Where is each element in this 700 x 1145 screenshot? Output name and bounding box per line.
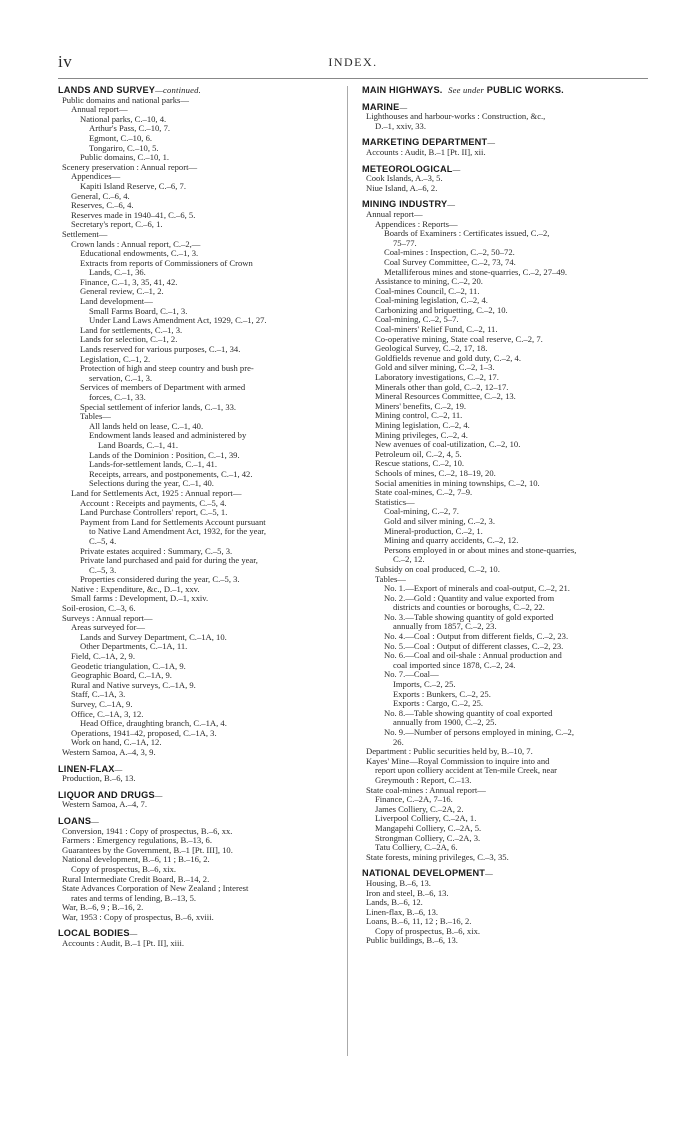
index-entry: Statistics— <box>375 496 415 507</box>
index-entry: No. 2.—Gold : Quantity and value exported from <box>384 592 555 603</box>
index-entry: No. 1.—Export of minerals and coal-output, C.–2, 21. <box>384 583 570 594</box>
index-entry: State Advances Corporation of New Zealand ; Interest <box>62 883 249 894</box>
index-entry: Copy of prospectus, B.–6, xix. <box>71 863 177 874</box>
index-entry: Coal-mining legislation, C.–2, 4. <box>375 295 488 306</box>
heading-text: MARKETING DEPARTMENT <box>362 137 488 148</box>
index-entry: No. 5.—Coal : Output of different classes, C.–2, 23. <box>384 640 564 651</box>
index-entry: Mining privileges, C.–2, 4. <box>375 429 468 440</box>
heading-text: LANDS AND SURVEY <box>58 85 156 95</box>
index-entry: No. 9.—Number of persons employed in mining, C.–2, <box>384 727 574 737</box>
index-entry: Protection of high and steep country and bush pre- <box>80 363 254 374</box>
index-entry: C.–5, 4. <box>89 535 117 546</box>
index-entry: Greymouth : Report, C.–13. <box>375 774 472 785</box>
index-entry: Private land purchased and paid for during the year, <box>80 555 258 566</box>
heading-suffix: — <box>447 199 456 210</box>
index-entry: Copy of prospectus, B.–6, xix. <box>375 925 481 936</box>
index-entry: report upon colliery accident at Ten-mile Creek, near <box>375 765 558 776</box>
index-entry: Subsidy on coal produced, C.–2, 10. <box>375 563 500 574</box>
index-entry: Mangapehi Colliery, C.–2A, 5. <box>375 822 482 833</box>
index-column-left <box>58 86 336 949</box>
index-entry: Lands for selection, C.–1, 2. <box>80 334 178 345</box>
index-entry: Extracts from reports of Commissioners of Crown <box>80 257 253 268</box>
index-entry: National development, B.–6, 11 ; B.–16, 2. <box>62 854 210 865</box>
index-entry: Lighthouses and harbour-works : Construction, &c., <box>366 111 546 122</box>
index-entry: Goldfields revenue and gold duty, C.–2, 4. <box>375 352 521 363</box>
index-entry: Gold and silver mining, C.–2, 3. <box>384 515 495 526</box>
index-entry: Niue Island, A.–6, 2. <box>366 182 438 193</box>
index-entry: Department : Public securities held by, B.–10, 7. <box>366 746 533 757</box>
index-entry: Minerals other than gold, C.–2, 12–17. <box>375 381 509 392</box>
index-entry: Kapiti Island Reserve, C.–6, 7. <box>80 180 186 191</box>
index-entry: Coal-mining, C.–2, 7. <box>384 506 459 517</box>
index-entry: State forests, mining privileges, C.–3, 35. <box>366 851 509 862</box>
index-entry: Guarantees by the Government, B.–1 [Pt. III], 10. <box>62 844 233 855</box>
index-entry: annually from 1857, C.–2, 23. <box>393 621 497 632</box>
index-entry: to Native Land Amendment Act, 1932, for the year, <box>89 526 266 537</box>
index-entry: Carbonizing and briquetting, C.–2, 10. <box>375 304 508 315</box>
index-entry: James Colliery, C.–2A, 2. <box>375 803 464 814</box>
index-entry: Properties considered during the year, C.–5, 3. <box>80 574 240 585</box>
index-entry: Housing, B.–6, 13. <box>366 877 431 888</box>
index-entry: No. 6.—Coal and oil-shale : Annual production and <box>384 650 562 661</box>
index-entry: forces, C.–1, 33. <box>89 392 146 402</box>
index-entry: Legislation, C.–1, 2. <box>80 353 151 364</box>
index-entry: Petroleum oil, C.–2, 4, 5. <box>375 448 462 459</box>
index-entry: National parks, C.–10, 4. <box>80 113 167 124</box>
heading-suffix: — <box>452 163 461 174</box>
index-entry: Private estates acquired : Summary, C.–5, 3. <box>80 545 233 556</box>
index-entry: Receipts, arrears, and postponements, C.–1, 42. <box>89 468 253 479</box>
heading-text: LIQUOR AND DRUGS <box>58 789 155 800</box>
index-entry: Arthur's Pass, C.–10, 7. <box>89 123 171 134</box>
index-entry: Geological Survey, C.–2, 17, 18. <box>375 343 488 354</box>
index-entry: Field, C.–1A, 2, 9. <box>71 651 135 662</box>
index-entry: Surveys : Annual report— <box>62 612 153 623</box>
heading-suffix: — <box>129 928 138 939</box>
index-entry: Cook Islands, A.–3, 5. <box>366 173 443 184</box>
index-entry: Reserves made in 1940–41, C.–6, 5. <box>71 209 196 220</box>
index-entry: 75–77. <box>393 237 417 248</box>
index-entry: Appendices— <box>71 171 121 182</box>
index-entry: Public domains and national parks— <box>62 94 189 105</box>
index-entry: Geodetic triangulation, C.–1A, 9. <box>71 660 186 671</box>
index-entry: Head Office, draughting branch, C.–1A, 4. <box>80 718 227 729</box>
heading-suffix: — <box>399 101 408 112</box>
index-entry: Endowment lands leased and administered by <box>89 430 247 441</box>
index-entry: Coal-mines : Inspection, C.–2, 50–72. <box>384 247 515 258</box>
index-entry: Coal-miners' Relief Fund, C.–2, 11. <box>375 324 498 335</box>
index-entry: Annual report— <box>71 104 128 115</box>
heading-text: MARINE <box>362 101 400 112</box>
index-entry: Western Samoa, A.–4, 3, 9. <box>62 746 156 757</box>
index-entry: Iron and steel, B.–6, 13. <box>366 887 449 898</box>
index-entry: Metalliferous mines and stone-quarries, C.–2, 27–49. <box>384 266 568 277</box>
index-entry: Lands-for-settlement lands, C.–1, 41. <box>89 459 217 470</box>
index-entry: Appendices : Reports— <box>375 218 458 229</box>
index-entry: C.–2, 12. <box>393 554 425 565</box>
index-entry: Payment from Land for Settlements Account pursuant <box>80 516 266 527</box>
index-entry: C.–5, 3. <box>89 564 117 575</box>
heading-text: NATIONAL DEVELOPMENT <box>362 868 486 879</box>
index-entry: Survey, C.–1A, 9. <box>71 699 133 709</box>
index-entry: War, 1953 : Copy of prospectus, B.–6, xviii. <box>62 911 214 922</box>
index-entry: Tables— <box>375 573 406 584</box>
page-number: iv <box>58 52 73 71</box>
index-entry: Miners' benefits, C.–2, 19. <box>375 400 467 411</box>
index-entry: Small Farms Board, C.–1, 3. <box>89 305 188 316</box>
index-entry: Public buildings, B.–6, 13. <box>366 935 458 946</box>
index-entry: Mining and quarry accidents, C.–2, 12. <box>384 535 519 546</box>
index-entry: Other Departments, C.–1A, 11. <box>80 641 188 652</box>
index-entry: Co-operative mining, State coal reserve, C.–2, 7. <box>375 333 543 344</box>
see-reference: See under <box>448 85 485 95</box>
index-entry: districts and counties or boroughs, C.–2, 22. <box>393 602 545 613</box>
index-entry: Public domains, C.–10, 1. <box>80 152 170 163</box>
index-entry: Office, C.–1A, 3, 12. <box>71 708 144 719</box>
index-entry: War, B.–6, 9 ; B.–16, 2. <box>62 902 144 913</box>
index-entry: rates and terms of lending, B.–13, 5. <box>71 892 197 903</box>
heading-text: LOCAL BODIES <box>58 928 130 939</box>
index-entry: Lands, B.–6, 12. <box>366 897 423 908</box>
index-entry: Under Land Laws Amendment Act, 1929, C.–1, 27. <box>89 315 267 326</box>
index-entry: Coal-mining, C.–2, 5–7. <box>375 314 459 325</box>
index-entry: Services of members of Department with armed <box>80 382 246 393</box>
index-column-right <box>362 86 650 946</box>
index-entry: Laboratory investigations, C.–2, 17. <box>375 372 499 383</box>
index-entry: Geographic Board, C.–1A, 9. <box>71 670 172 681</box>
index-entry: Schools of mines, C.–2, 18–19, 20. <box>375 467 496 478</box>
page-header <box>58 52 648 74</box>
index-entry: Small farms : Development, D.–1, xxiv. <box>71 593 209 604</box>
index-entry: Coal-mines Council, C.–2, 11. <box>375 285 480 296</box>
index-entry: Crown lands : Annual report, C.–2,— <box>71 238 201 249</box>
column-divider <box>347 86 348 1056</box>
index-entry: Exports : Cargo, C.–2, 25. <box>393 698 484 709</box>
index-entry: Lands, C.–1, 36. <box>89 267 146 278</box>
heading-suffix: — <box>154 789 163 800</box>
header-rule <box>58 78 648 79</box>
index-entry: Secretary's report, C.–6, 1. <box>71 219 163 230</box>
see-reference-target: PUBLIC WORKS. <box>486 85 564 95</box>
index-entry: Accounts : Audit, B.–1 [Pt. II], xiii. <box>62 938 184 949</box>
page-title: INDEX. <box>328 55 378 69</box>
index-entry: Special settlement of inferior lands, C.–1, 33. <box>80 401 237 412</box>
heading-suffix: — <box>487 137 496 148</box>
index-entry: No. 8.—Table showing quantity of coal exported <box>384 707 553 718</box>
index-entry: Lands and Survey Department, C.–1A, 10. <box>80 631 227 642</box>
heading-text: LOANS <box>58 815 92 826</box>
index-entry: Farmers : Emergency regulations, B.–13, 6. <box>62 835 212 846</box>
index-entry: State coal-mines, C.–2, 7–9. <box>375 487 473 498</box>
index-entry: Liverpool Colliery, C.–2A, 1. <box>375 813 477 824</box>
index-entry: Tables— <box>80 411 111 422</box>
index-entry: No. 3.—Table showing quantity of gold exported <box>384 611 554 622</box>
index-entry: Lands of the Dominion : Position, C.–1, 39. <box>89 449 240 460</box>
index-entry: Land Purchase Controllers' report, C.–5, 1. <box>80 507 228 518</box>
index-entry: Exports : Bunkers, C.–2, 25. <box>393 688 491 699</box>
index-entry: Staff, C.–1A, 3. <box>71 689 126 700</box>
index-entry: Coal Survey Committee, C.–2, 73, 74. <box>384 256 516 267</box>
index-entry: 26. <box>393 736 404 747</box>
index-entry: No. 7.—Coal— <box>384 669 439 680</box>
index-entry: Land for settlements, C.–1, 3. <box>80 324 183 335</box>
index-entry: Reserves, C.–6, 4. <box>71 200 134 211</box>
index-entry: Tatu Colliery, C.–2A, 6. <box>375 842 458 853</box>
index-entry: General, C.–6, 4. <box>71 190 130 201</box>
index-entry: New avenues of coal-utilization, C.–2, 10. <box>375 439 521 450</box>
index-entry: Land for Settlements Act, 1925 : Annual report— <box>71 487 242 498</box>
index-entry: Finance, C.–1, 3, 35, 41, 42. <box>80 276 178 287</box>
heading-text: LINEN-FLAX <box>58 763 115 774</box>
index-entry: Boards of Examiners : Certificates issued, C.–2, <box>384 228 550 239</box>
heading-suffix: — <box>114 763 123 774</box>
index-entry: Work on hand, C.–1A, 12. <box>71 737 162 748</box>
index-entry: Conversion, 1941 : Copy of prospectus, B.–6, xx. <box>62 825 233 836</box>
heading-text: MINING INDUSTRY <box>362 199 448 210</box>
index-entry: Annual report— <box>366 208 423 219</box>
index-entry: Egmont, C.–10, 6. <box>89 132 153 143</box>
index-entry: Mining legislation, C.–2, 4. <box>375 420 470 430</box>
index-entry: Mineral-production, C.–2, 1. <box>384 525 483 536</box>
heading-suffix: — <box>91 815 99 826</box>
index-entry: Rural Intermediate Credit Board, B.–14, 2. <box>62 873 210 884</box>
index-entry: Rescue stations, C.–2, 10. <box>375 458 465 469</box>
index-entry: annually from 1900, C.–2, 25. <box>393 717 497 728</box>
index-entry: Assistance to mining, C.–2, 20. <box>375 276 483 287</box>
index-entry: State coal-mines : Annual report— <box>366 784 486 795</box>
index-entry: Settlement— <box>62 228 108 239</box>
index-entry: Operations, 1941–42, proposed, C.–1A, 3. <box>71 727 217 738</box>
index-entry: Social amenities in mining townships, C.–2, 10. <box>375 477 540 488</box>
index-entry: Production, B.–6, 13. <box>62 773 136 784</box>
heading-text: METEOROLOGICAL <box>362 163 453 174</box>
index-entry: Lands reserved for various purposes, C.–1, 34. <box>80 344 241 355</box>
index-entry: Tongariro, C.–10, 5. <box>89 142 159 153</box>
index-entry: coal imported since 1878, C.–2, 24. <box>393 659 516 670</box>
index-entry: Areas surveyed for— <box>71 622 145 633</box>
index-entry: Native : Expenditure, &c., D.–1, xxv. <box>71 583 200 594</box>
index-heading <box>362 86 650 96</box>
index-entry: Educational endowments, C.–1, 3. <box>80 248 199 259</box>
index-entry: Soil-erosion, C.–3, 6. <box>62 603 136 614</box>
index-entry: General review, C.–1, 2. <box>80 286 164 297</box>
index-entry: Western Samoa, A.–4, 7. <box>62 799 147 810</box>
heading-text: MAIN HIGHWAYS. <box>362 85 443 95</box>
index-entry: Mineral Resources Committee, C.–2, 13. <box>375 391 516 402</box>
index-entry: Land Boards, C.–1, 41. <box>98 439 178 450</box>
index-entry: Accounts : Audit, B.–1 [Pt. II], xii. <box>366 146 486 157</box>
index-entry: Finance, C.–2A, 7–16. <box>375 794 453 805</box>
index-entry: Persons employed in or about mines and stone-quarries, <box>384 544 577 555</box>
index-entry: Mining control, C.–2, 11. <box>375 410 463 421</box>
heading-suffix: — <box>485 868 493 879</box>
index-entry: Strongman Colliery, C.–2A, 3. <box>375 832 481 843</box>
index-entry: Land development— <box>80 296 153 307</box>
heading-suffix: —continued. <box>155 85 202 95</box>
index-entry: Imports, C.–2, 25. <box>393 679 456 690</box>
index-entry: Linen-flax, B.–6, 13. <box>366 906 439 917</box>
index-entry: Loans, B.–6, 11, 12 ; B.–16, 2. <box>366 916 472 927</box>
index-entry: Selections during the year, C.–1, 40. <box>89 478 214 489</box>
index-entry: servation, C.–1, 3. <box>89 372 153 383</box>
index-entry: Gold and silver mining, C.–2, 1–3. <box>375 362 495 373</box>
index-entry: Account : Receipts and payments, C.–5, 4. <box>80 497 227 508</box>
index-entry: D.–1, xxiv, 33. <box>375 120 427 131</box>
index-entry: No. 4.—Coal : Output from different fields, C.–2, 23. <box>384 631 569 642</box>
index-entry: Rural and Native surveys, C.–1A, 9. <box>71 679 196 690</box>
index-entry: All lands held on lease, C.–1, 40. <box>89 420 204 431</box>
index-entry: Scenery preservation : Annual report— <box>62 161 198 172</box>
index-entry: Kayes' Mine—Royal Commission to inquire into and <box>366 755 550 766</box>
